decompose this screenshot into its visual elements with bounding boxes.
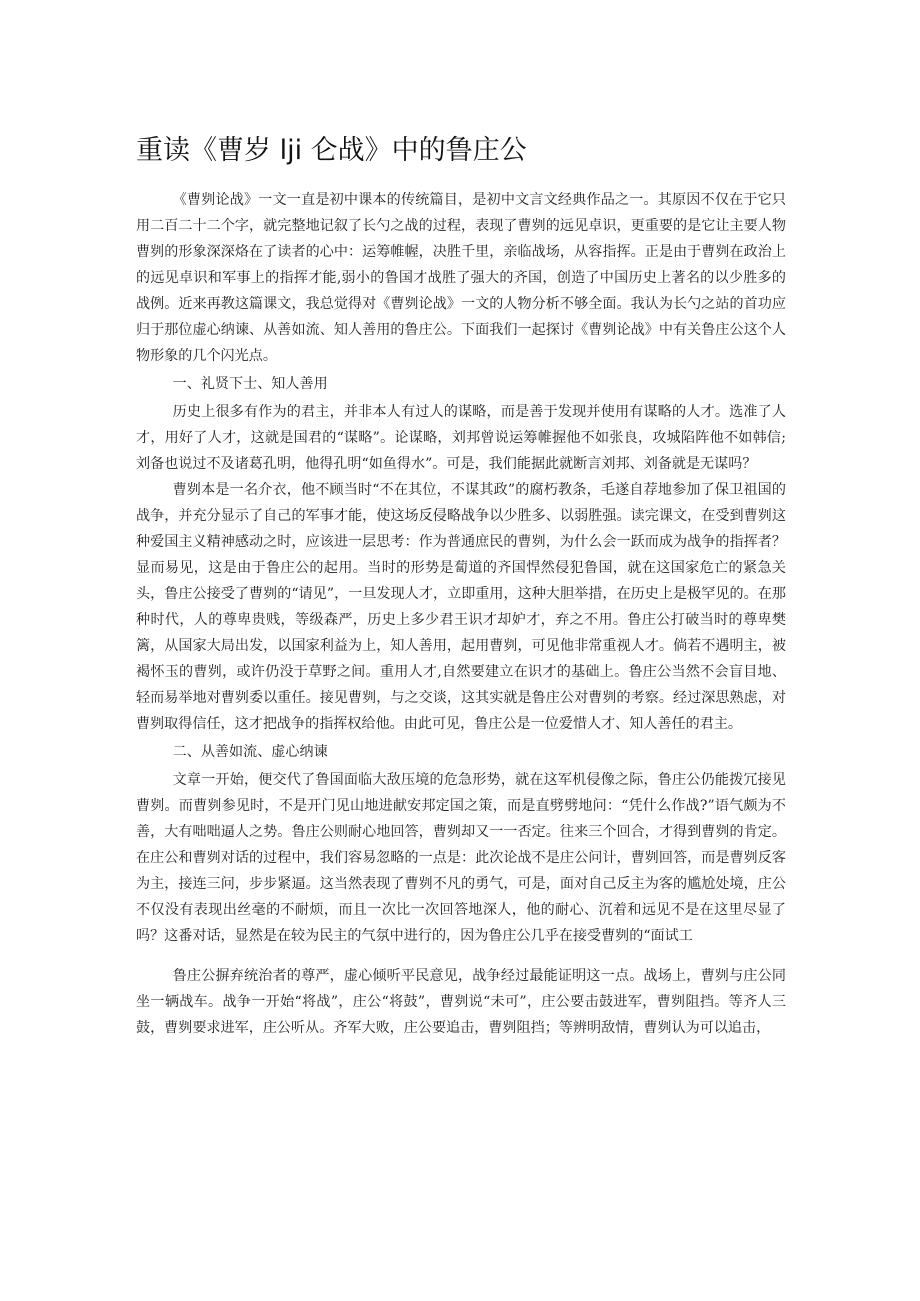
paragraph-caogui: 曹刿本是一名介衣，他不顾当时“不在其位，不谋其政”的腐朽教条，毛遂自荐地参加了保卫祖国的战争，并充分显示了自己的军事才能，使这场反侵略战争以少胜多、以弱胜强。读完课文，在受到曹刿这种爱国主义精神感动之时，应该进一层思考：作为普通庶民的曹刿，为什么会一跃而成为战争的指挥者？显而易见，这是由于鲁庄公的起用。当时的形势是蔔道的齐国悍然侵犯鲁国，就在这国家危亡的紧急关头，鲁庄公接受了曹刿的“请见”，一旦发现人才，立即重用，这种大胆举措，在历史上是极罕见的。在那种时代，人的尊卑贵贱，等级森严，历史上多少君王识才却妒才，弃之不用。鲁庄公打破当时的尊卑樊篱，从国家大局出发，以国家利益为上，知人善用，起用曹刿，可见他非常重视人才。倘若不遇明主，被褐怀玉的曹刿，或许仍没于草野之间。重用人才,自然要建立在识才的基础上。鲁庄公当然不会盲目地、轻而易举地对曹刿委以重任。接见曹刿，与之交谈，这其实就是鲁庄公对曹刿的考察。经过深思熟虑，对曹刿取得信任，这才把战争的指挥权给他。由此可见，鲁庄公是一位爱惜人才、知人善任的君主。: [136, 482, 786, 732]
section-heading-1: 一、礼贤下士、知人善用: [172, 376, 328, 392]
paragraph-battle: 鲁庄公摒弃统治者的尊严，虚心倾听平民意见，战争经过最能证明这一点。战场上，曹刿与庄公同坐一辆战车。战争一开始“将战”，庄公“将鼓”，曹刿说“未可”，庄公要击鼓进军，曹刿阻挡。等齐人三鼓，曹刿要求进军，庄公听从。齐军大败，庄公要追击，曹刿阻挡；等辨明敌情，曹刿认为可以追击，: [136, 968, 786, 1036]
document-title: 重读《曹岁 lji 仑战》中的鲁庄公: [136, 135, 527, 166]
document-body: [136, 187, 786, 1041]
paragraph-dialogue: 文章一开始，便交代了鲁国面临大敌压境的危急形势，就在这军机侵像之际，鲁庄公仍能拨冗接见曹刿。而曹刿参见时，不是开门见山地进献安邦定国之策，而是直劈劈地问：“凭什么作战?”语气颇为不善，大有咄咄逼人之势。鲁庄公则耐心地回答，曹刿却又一一否定。往来三个回合，才得到曹刿的肯定。在庄公和曹刿对话的过程中，我们容易忽略的一点是：此次论战不是庄公问计，曹刿回答，而是曹刿反客为主，接连三问，步步紧逼。这当然表现了曹刿不凡的勇气，可是，面对自己反主为客的尴尬处境，庄公不仅没有表现出丝毫的不耐烦，而且一次比一次回答地深人，他的耐心、沉着和远见不是在这里尽显了吗？这番对话，显然是在较为民主的气氛中进行的，因为鲁庄公几乎在接受曹刿的“面试工: [136, 772, 786, 944]
section-heading-2: 二、从善如流、虚心纳谏: [172, 744, 328, 760]
paragraph-intro: 《曹刿论战》一文一直是初中课本的传统篇目，是初中文言文经典作品之一。其原因不仅在于它只用二百二十二个字，就完整地记叙了长勺之战的过程，表现了曹刿的远见卓识，更重要的是它让主要人物曹刿的形象深深烙在了读者的心中：运筹帷幄，决胜千里，亲临战场，从容指挥。正是由于曹刿在政治上的远见卓识和军事上的指挥才能,弱小的鲁国才战胜了强大的齐国，创造了中国历史上著名的以少胜多的战例。近来再教这篇课文，我总觉得对《曹刿论战》一文的人物分析不够全面。我认为长勺之站的首功应归于那位虚心纳谏、从善如流、知人善用的鲁庄公。下面我们一起探讨《曹刿论战》中有关鲁庄公这个人物形象的几个闪光点。: [136, 192, 786, 364]
paragraph-history: 历史上很多有作为的君主，并非本人有过人的谋略，而是善于发现并使用有谋略的人才。选准了人才，用好了人才，这就是国君的“谋略”。论谋略，刘邦曾说运筹帷握他不如张良，攻城陷阵他不如韩信;刘备也说过不及诸葛孔明，他得孔明“如鱼得水”。可是，我们能据此就断言刘邦、刘备就是无谋吗？: [136, 404, 786, 472]
